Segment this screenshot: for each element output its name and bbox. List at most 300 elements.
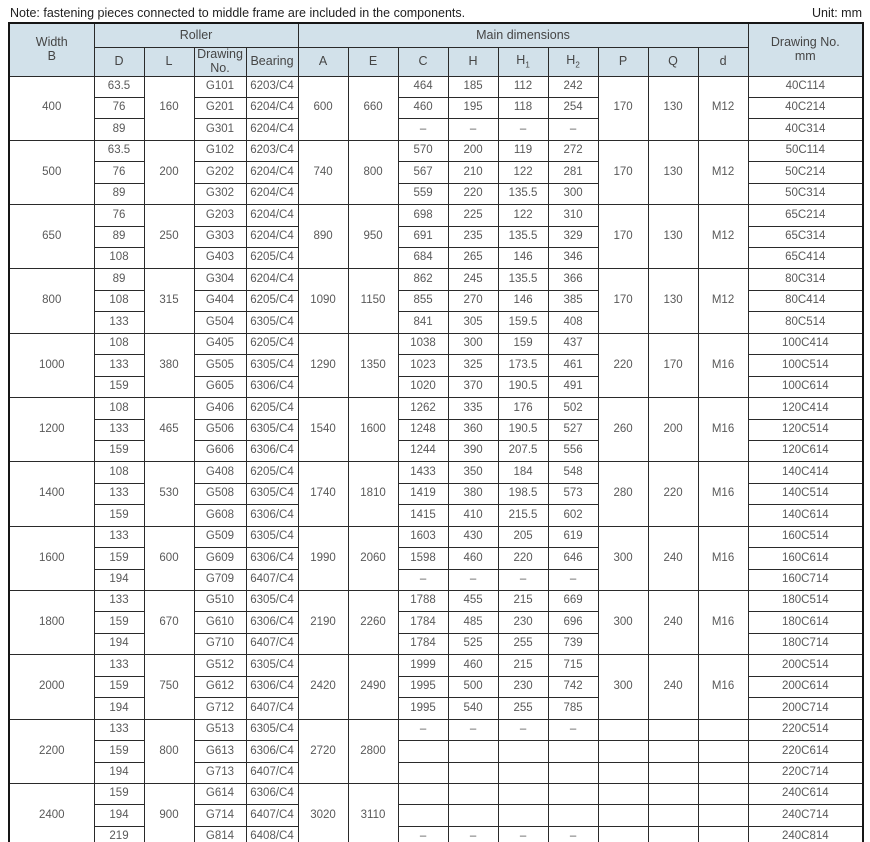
cell-roller-d: 76 [94, 205, 144, 226]
col-header-width-b [9, 23, 94, 76]
cell-roller-drawing-no: G506 [194, 419, 246, 440]
col-header-q: Q [648, 48, 698, 77]
table-row [9, 526, 863, 547]
table-row [9, 140, 863, 161]
cell-h [448, 741, 498, 762]
cell-q: 220 [648, 462, 698, 526]
cell-h2: 715 [548, 655, 598, 676]
table-row [9, 333, 863, 354]
cell-q [648, 805, 698, 826]
cell-h: 370 [448, 376, 498, 397]
cell-roller-drawing-no: G101 [194, 76, 246, 97]
cell-drawing-code: 160C614 [748, 548, 863, 569]
cell-roller-l: 600 [144, 526, 194, 590]
cell-roller-l: 800 [144, 719, 194, 783]
cell-roller-d: 89 [94, 183, 144, 204]
cell-roller-d: 63.5 [94, 76, 144, 97]
cell-width-b: 1200 [9, 398, 94, 462]
cell-roller-drawing-no: G606 [194, 440, 246, 461]
cell-bearing: 6204/C4 [246, 162, 298, 183]
cell-h1: 176 [498, 398, 548, 419]
cell-bearing: 6306/C4 [246, 676, 298, 697]
cell-drawing-code: 80C514 [748, 312, 863, 333]
cell-h1: 135.5 [498, 226, 548, 247]
cell-a: 1090 [298, 269, 348, 333]
cell-d-thread: M16 [698, 462, 748, 526]
cell-width-b: 1000 [9, 333, 94, 397]
cell-h1: 118 [498, 97, 548, 118]
cell-width-b: 400 [9, 76, 94, 140]
cell-p: 300 [598, 655, 648, 719]
cell-h1: 215 [498, 591, 548, 612]
cell-q: 130 [648, 76, 698, 140]
cell-h2: 408 [548, 312, 598, 333]
cell-h2: 254 [548, 97, 598, 118]
cell-bearing: 6204/C4 [246, 97, 298, 118]
col-header-drawing-no-mm [748, 23, 863, 76]
cell-roller-d: 133 [94, 355, 144, 376]
cell-roller-drawing-no: G714 [194, 805, 246, 826]
width-label-line1: Width [35, 35, 68, 49]
cell-a: 2720 [298, 719, 348, 783]
cell-q [648, 783, 698, 804]
cell-h [448, 762, 498, 783]
cell-a: 740 [298, 140, 348, 204]
cell-e: 950 [348, 205, 398, 269]
cell-h2 [548, 783, 598, 804]
cell-drawing-code: 220C614 [748, 741, 863, 762]
cell-e: 2260 [348, 591, 398, 655]
cell-e: 1150 [348, 269, 398, 333]
cell-h1: – [498, 719, 548, 740]
cell-h1: 230 [498, 676, 548, 697]
cell-c: 559 [398, 183, 448, 204]
cell-roller-drawing-no: G608 [194, 505, 246, 526]
table-row [9, 462, 863, 483]
cell-a: 2420 [298, 655, 348, 719]
cell-q: 170 [648, 333, 698, 397]
cell-roller-d: 194 [94, 762, 144, 783]
cell-roller-d: 89 [94, 269, 144, 290]
cell-roller-l: 465 [144, 398, 194, 462]
cell-h2: 669 [548, 591, 598, 612]
cell-roller-drawing-no: G404 [194, 290, 246, 311]
cell-h: – [448, 719, 498, 740]
cell-width-b: 1600 [9, 526, 94, 590]
cell-drawing-code: 180C614 [748, 612, 863, 633]
cell-width-b: 650 [9, 205, 94, 269]
cell-a: 1290 [298, 333, 348, 397]
cell-drawing-code: 140C614 [748, 505, 863, 526]
cell-h1 [498, 805, 548, 826]
cell-h2 [548, 762, 598, 783]
cell-roller-drawing-no: G610 [194, 612, 246, 633]
table-row [9, 591, 863, 612]
cell-roller-d: 159 [94, 548, 144, 569]
cell-bearing: 6306/C4 [246, 548, 298, 569]
table-row [9, 398, 863, 419]
cell-c: 570 [398, 140, 448, 161]
cell-c: – [398, 719, 448, 740]
cell-q [648, 762, 698, 783]
cell-h1: 159.5 [498, 312, 548, 333]
cell-c: 1038 [398, 333, 448, 354]
cell-d-thread: M16 [698, 591, 748, 655]
cell-bearing: 6204/C4 [246, 119, 298, 140]
cell-roller-l: 250 [144, 205, 194, 269]
cell-bearing: 6305/C4 [246, 526, 298, 547]
cell-q: 200 [648, 398, 698, 462]
cell-drawing-code: 140C514 [748, 483, 863, 504]
cell-d-thread: M16 [698, 333, 748, 397]
cell-bearing: 6204/C4 [246, 269, 298, 290]
cell-roller-d: 194 [94, 698, 144, 719]
cell-width-b: 2400 [9, 783, 94, 842]
cell-p: 170 [598, 140, 648, 204]
cell-h: 410 [448, 505, 498, 526]
cell-h2: 646 [548, 548, 598, 569]
cell-bearing: 6305/C4 [246, 419, 298, 440]
cell-a: 600 [298, 76, 348, 140]
cell-roller-d: 108 [94, 290, 144, 311]
cell-roller-drawing-no: G203 [194, 205, 246, 226]
cell-h2: 461 [548, 355, 598, 376]
cell-h2: 300 [548, 183, 598, 204]
cell-h1 [498, 741, 548, 762]
cell-a: 1540 [298, 398, 348, 462]
cell-h: 300 [448, 333, 498, 354]
cell-h2: – [548, 119, 598, 140]
width-label-line2: B [47, 48, 56, 63]
cell-drawing-code: 50C114 [748, 140, 863, 161]
cell-h2: 785 [548, 698, 598, 719]
cell-h: 380 [448, 483, 498, 504]
cell-bearing: 6204/C4 [246, 183, 298, 204]
cell-drawing-code: 40C214 [748, 97, 863, 118]
cell-h1: 184 [498, 462, 548, 483]
cell-c [398, 762, 448, 783]
cell-d-thread: M12 [698, 76, 748, 140]
cell-roller-drawing-no: G509 [194, 526, 246, 547]
cell-d-thread [698, 719, 748, 740]
cell-e: 2490 [348, 655, 398, 719]
cell-d-thread: M12 [698, 140, 748, 204]
cell-roller-drawing-no: G513 [194, 719, 246, 740]
cell-c: 691 [398, 226, 448, 247]
cell-bearing: 6203/C4 [246, 140, 298, 161]
cell-q: 240 [648, 526, 698, 590]
cell-c: 862 [398, 269, 448, 290]
cell-h1: 205 [498, 526, 548, 547]
cell-drawing-code: 80C314 [748, 269, 863, 290]
col-group-main-dimensions: Main dimensions [298, 23, 748, 48]
cell-h1: 255 [498, 633, 548, 654]
cell-h: 265 [448, 248, 498, 269]
cell-roller-d: 159 [94, 783, 144, 804]
cell-bearing: 6408/C4 [246, 826, 298, 842]
cell-h1: 190.5 [498, 419, 548, 440]
cell-drawing-code: 180C514 [748, 591, 863, 612]
cell-bearing: 6205/C4 [246, 248, 298, 269]
cell-h: – [448, 119, 498, 140]
cell-roller-drawing-no: G303 [194, 226, 246, 247]
cell-roller-drawing-no: G508 [194, 483, 246, 504]
cell-p: 260 [598, 398, 648, 462]
cell-c: 1023 [398, 355, 448, 376]
cell-h: 540 [448, 698, 498, 719]
cell-h2 [548, 805, 598, 826]
cell-h: 225 [448, 205, 498, 226]
cell-e: 3110 [348, 783, 398, 842]
cell-roller-l: 315 [144, 269, 194, 333]
cell-roller-drawing-no: G504 [194, 312, 246, 333]
cell-h: 305 [448, 312, 498, 333]
cell-c: 1415 [398, 505, 448, 526]
cell-h: 455 [448, 591, 498, 612]
cell-bearing: 6305/C4 [246, 719, 298, 740]
cell-h: 525 [448, 633, 498, 654]
cell-roller-drawing-no: G605 [194, 376, 246, 397]
cell-roller-d: 133 [94, 526, 144, 547]
cell-drawing-code: 80C414 [748, 290, 863, 311]
cell-c: – [398, 826, 448, 842]
cell-drawing-code: 220C514 [748, 719, 863, 740]
cell-a: 1990 [298, 526, 348, 590]
cell-p: 300 [598, 591, 648, 655]
table-row [9, 76, 863, 97]
col-group-roller: Roller [94, 23, 298, 48]
cell-h: – [448, 826, 498, 842]
cell-roller-d: 159 [94, 612, 144, 633]
cell-h2: 527 [548, 419, 598, 440]
cell-h: 200 [448, 140, 498, 161]
cell-q: 240 [648, 655, 698, 719]
top-bar [0, 0, 870, 22]
cell-c: 841 [398, 312, 448, 333]
col-header-h2: $H_2$ [548, 48, 598, 77]
cell-roller-drawing-no: G505 [194, 355, 246, 376]
cell-h2: 742 [548, 676, 598, 697]
cell-bearing: 6205/C4 [246, 290, 298, 311]
cell-c: – [398, 119, 448, 140]
cell-c: 1598 [398, 548, 448, 569]
cell-h1: 173.5 [498, 355, 548, 376]
col-header-e: E [348, 48, 398, 77]
cell-roller-d: 133 [94, 591, 144, 612]
table-row [9, 655, 863, 676]
cell-roller-d: 108 [94, 333, 144, 354]
cell-h: 500 [448, 676, 498, 697]
cell-h2: 437 [548, 333, 598, 354]
cell-roller-l: 200 [144, 140, 194, 204]
cell-e: 2800 [348, 719, 398, 783]
cell-p: 220 [598, 333, 648, 397]
cell-h1: 190.5 [498, 376, 548, 397]
cell-bearing: 6203/C4 [246, 76, 298, 97]
cell-e: 1350 [348, 333, 398, 397]
cell-h1: 146 [498, 248, 548, 269]
cell-c [398, 783, 448, 804]
cell-bearing: 6305/C4 [246, 312, 298, 333]
cell-h: – [448, 569, 498, 590]
cell-h1: 255 [498, 698, 548, 719]
cell-e: 660 [348, 76, 398, 140]
cell-h1: 207.5 [498, 440, 548, 461]
cell-roller-d: 194 [94, 633, 144, 654]
cell-d-thread [698, 762, 748, 783]
table-row [9, 269, 863, 290]
cell-p: 170 [598, 76, 648, 140]
cell-h2: 242 [548, 76, 598, 97]
note-text: Note: fastening pieces connected to middle frame are included in the components. [10, 6, 466, 20]
cell-drawing-code: 65C214 [748, 205, 863, 226]
cell-drawing-code: 140C414 [748, 462, 863, 483]
cell-drawing-code: 160C714 [748, 569, 863, 590]
cell-h1: 122 [498, 205, 548, 226]
cell-c: 1999 [398, 655, 448, 676]
cell-c: 684 [398, 248, 448, 269]
cell-h2: 502 [548, 398, 598, 419]
cell-h1: 122 [498, 162, 548, 183]
cell-c: – [398, 569, 448, 590]
cell-h2: – [548, 719, 598, 740]
cell-width-b: 1800 [9, 591, 94, 655]
cell-c [398, 741, 448, 762]
cell-bearing: 6205/C4 [246, 398, 298, 419]
cell-h1: – [498, 826, 548, 842]
cell-h: 460 [448, 548, 498, 569]
cell-roller-drawing-no: G302 [194, 183, 246, 204]
table-row [9, 805, 863, 826]
cell-drawing-code: 40C314 [748, 119, 863, 140]
cell-h: 235 [448, 226, 498, 247]
cell-roller-drawing-no: G710 [194, 633, 246, 654]
cell-roller-drawing-no: G301 [194, 119, 246, 140]
cell-drawing-code: 120C614 [748, 440, 863, 461]
cell-c: 1995 [398, 676, 448, 697]
cell-drawing-code: 200C714 [748, 698, 863, 719]
cell-h2: 385 [548, 290, 598, 311]
cell-roller-d: 89 [94, 119, 144, 140]
cell-q: 130 [648, 205, 698, 269]
cell-h: 350 [448, 462, 498, 483]
cell-roller-drawing-no: G712 [194, 698, 246, 719]
cell-c: 1244 [398, 440, 448, 461]
cell-h: 485 [448, 612, 498, 633]
cell-roller-d: 159 [94, 676, 144, 697]
cell-drawing-code: 240C814 [748, 826, 863, 842]
cell-width-b: 500 [9, 140, 94, 204]
cell-roller-drawing-no: G202 [194, 162, 246, 183]
cell-p: 300 [598, 526, 648, 590]
cell-e: 1600 [348, 398, 398, 462]
cell-bearing: 6407/C4 [246, 569, 298, 590]
cell-bearing: 6204/C4 [246, 226, 298, 247]
cell-d-thread: M12 [698, 269, 748, 333]
cell-h: 245 [448, 269, 498, 290]
cell-roller-d: 219 [94, 826, 144, 842]
cell-d-thread [698, 783, 748, 804]
cell-drawing-code: 200C614 [748, 676, 863, 697]
dimensions-table [8, 22, 864, 842]
cell-bearing: 6205/C4 [246, 462, 298, 483]
cell-bearing: 6204/C4 [246, 205, 298, 226]
cell-bearing: 6306/C4 [246, 612, 298, 633]
table-header [9, 23, 863, 76]
cell-roller-drawing-no: G713 [194, 762, 246, 783]
cell-c: 1788 [398, 591, 448, 612]
cell-roller-d: 133 [94, 719, 144, 740]
col-header-bearing: Bearing [246, 48, 298, 77]
cell-bearing: 6407/C4 [246, 698, 298, 719]
cell-drawing-code: 100C414 [748, 333, 863, 354]
cell-h1: 215.5 [498, 505, 548, 526]
cell-c: 1433 [398, 462, 448, 483]
cell-d-thread [698, 826, 748, 842]
cell-roller-d: 63.5 [94, 140, 144, 161]
cell-c: 1784 [398, 612, 448, 633]
cell-p: 280 [598, 462, 648, 526]
cell-drawing-code: 100C614 [748, 376, 863, 397]
col-header-h1: $H_1$ [498, 48, 548, 77]
cell-roller-l: 750 [144, 655, 194, 719]
table-row [9, 741, 863, 762]
cell-drawing-code: 65C414 [748, 248, 863, 269]
cell-drawing-code: 160C514 [748, 526, 863, 547]
cell-bearing: 6306/C4 [246, 376, 298, 397]
cell-p [598, 762, 648, 783]
cell-h1: – [498, 119, 548, 140]
cell-roller-l: 160 [144, 76, 194, 140]
cell-c [398, 805, 448, 826]
cell-h1 [498, 783, 548, 804]
cell-drawing-code: 200C514 [748, 655, 863, 676]
cell-h1: 119 [498, 140, 548, 161]
cell-p [598, 741, 648, 762]
cell-h: 220 [448, 183, 498, 204]
cell-h2: 619 [548, 526, 598, 547]
cell-d-thread: M16 [698, 655, 748, 719]
cell-roller-drawing-no: G614 [194, 783, 246, 804]
cell-h2: 366 [548, 269, 598, 290]
cell-d-thread: M16 [698, 526, 748, 590]
cell-d-thread: M16 [698, 398, 748, 462]
cell-h2: 329 [548, 226, 598, 247]
cell-d-thread [698, 741, 748, 762]
cell-h2: 272 [548, 140, 598, 161]
cell-bearing: 6306/C4 [246, 783, 298, 804]
cell-c: 698 [398, 205, 448, 226]
cell-width-b: 2000 [9, 655, 94, 719]
cell-roller-drawing-no: G201 [194, 97, 246, 118]
cell-h2 [548, 741, 598, 762]
cell-drawing-code: 50C314 [748, 183, 863, 204]
cell-bearing: 6407/C4 [246, 762, 298, 783]
cell-p: 170 [598, 269, 648, 333]
cell-roller-d: 108 [94, 462, 144, 483]
drawing-label-line2: mm [794, 48, 816, 63]
cell-h: 270 [448, 290, 498, 311]
cell-c: 460 [398, 97, 448, 118]
cell-a: 3020 [298, 783, 348, 842]
cell-h2: 346 [548, 248, 598, 269]
cell-c: 1419 [398, 483, 448, 504]
cell-q [648, 826, 698, 842]
cell-roller-drawing-no: G408 [194, 462, 246, 483]
cell-h: 210 [448, 162, 498, 183]
cell-drawing-code: 50C214 [748, 162, 863, 183]
cell-roller-l: 530 [144, 462, 194, 526]
